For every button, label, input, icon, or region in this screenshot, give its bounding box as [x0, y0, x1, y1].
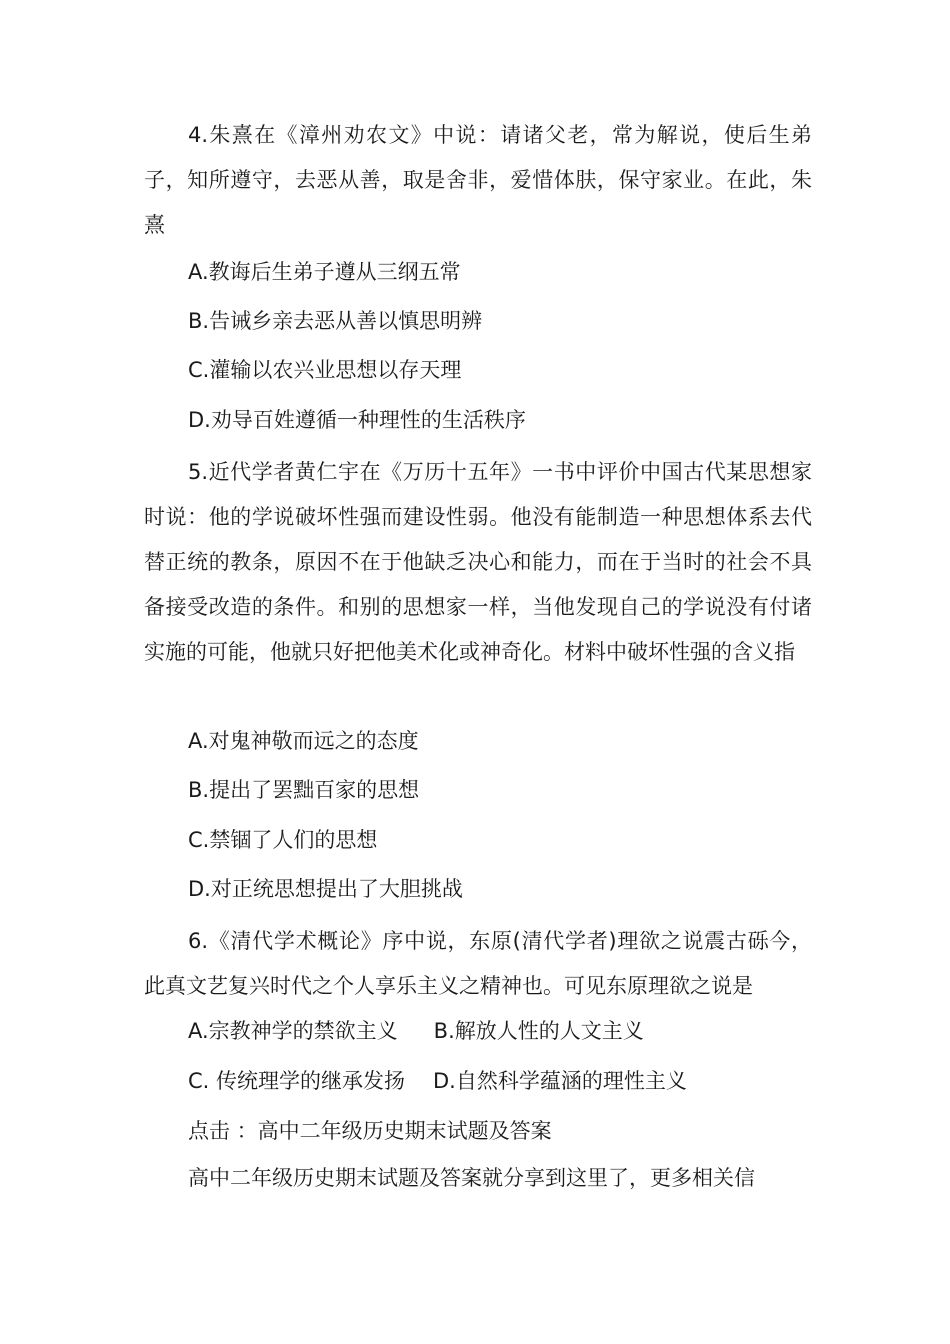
- related-link[interactable]: 点击 ：高中二年级历史期末试题及答案: [188, 1119, 552, 1143]
- question-5-option-b: B.提出了罢黜百家的思想: [188, 778, 420, 802]
- question-4-option-a: A.教诲后生弟子遵从三纲五常: [188, 260, 461, 284]
- question-5-option-a: A.对鬼神敬而远之的态度: [188, 729, 419, 753]
- question-5-option-d: D.对正统思想提出了大胆挑战: [188, 877, 463, 901]
- question-4-option-b: B.告诫乡亲去恶从善以慎思明辨: [188, 309, 483, 333]
- question-6-option-b: B.解放人性的人文主义: [433, 1019, 644, 1043]
- question-4-option-c: C.灌输以农兴业思想以存天理: [188, 358, 462, 382]
- question-6-stem: 6.《清代学术概论》序中说，东原(清代学者)理欲之说震古砾今，此真文艺复兴时代之个人享乐主义之精神也。可见东原理欲之说是: [144, 929, 812, 998]
- question-6-option-a: A.宗教神学的禁欲主义: [188, 1019, 398, 1043]
- question-5-option-c: C.禁锢了人们的思想: [188, 828, 378, 852]
- question-6-option-c: C. 传统理学的继承发扬: [188, 1069, 406, 1093]
- question-6-option-d: D.自然科学蕴涵的理性主义: [433, 1069, 687, 1093]
- question-4-option-d: D.劝导百姓遵循一种理性的生活秩序: [188, 408, 526, 432]
- question-5-stem: 5.近代学者黄仁宇在《万历十五年》一书中评价中国古代某思想家时说：他的学说破坏性强而建设性弱。他没有能制造一种思想体系去代替正统的教条，原因不在于他缺乏决心和能力，而在于当时的社会不具备接受改造的条件。和别的思想家一样，当他发现自己的学说没有付诸实施的可能，他就只好把他美术化或神奇化。材料中破坏性强的含义指: [144, 460, 812, 664]
- question-6-options-row-1: [188, 1016, 644, 1046]
- question-6-options-row-2: [188, 1066, 687, 1096]
- closing-text: 高中二年级历史期末试题及答案就分享到这里了，更多相关信: [188, 1166, 755, 1190]
- question-4-stem: 4.朱熹在《漳州劝农文》中说：请诸父老，常为解说，使后生弟子，知所遵守，去恶从善，取是舍非，爱惜体肤，保守家业。在此，朱熹: [144, 123, 812, 237]
